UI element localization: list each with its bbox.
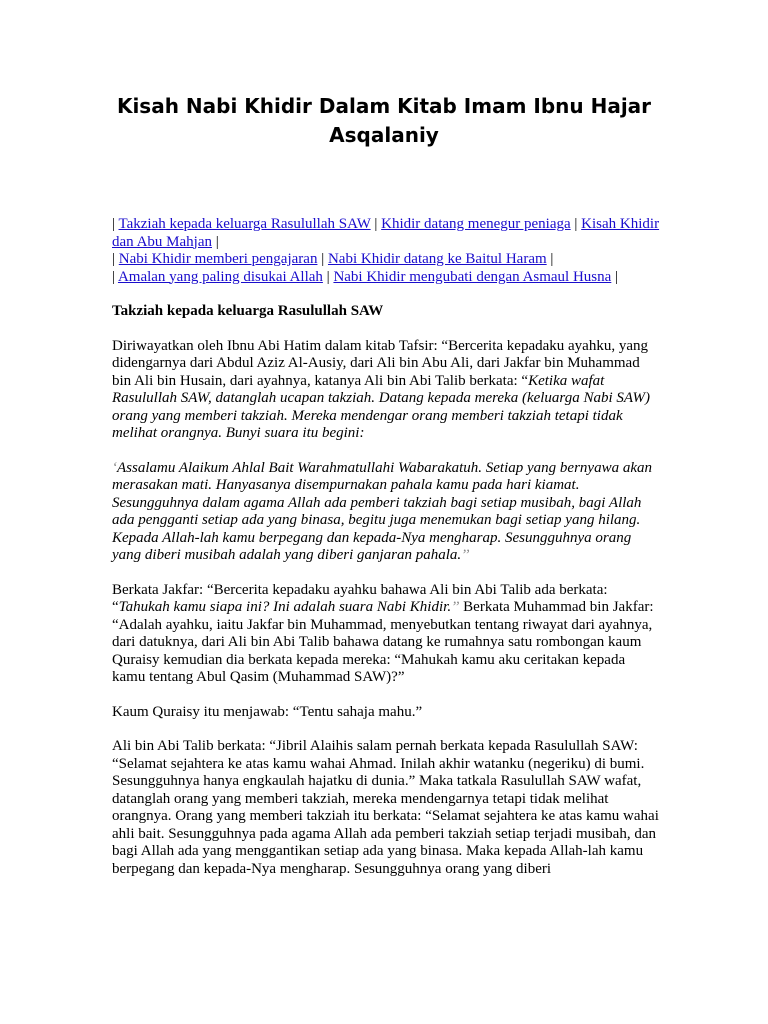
paragraph-2 — [112, 460, 660, 565]
toc-link-baitul-haram[interactable]: Nabi Khidir datang ke Baitul Haram — [327, 251, 547, 267]
toc-line-2 — [112, 251, 660, 269]
toc-link-amalan[interactable]: Amalan yang paling disukai Allah — [117, 268, 323, 285]
toc-separator: | — [326, 268, 330, 285]
title-line-2: Asqalaniy — [329, 123, 439, 147]
toc-link-pengajaran[interactable]: Nabi Khidir memberi pengajaran — [118, 251, 318, 267]
toc-link-abu-mahjan[interactable]: Kisah Khidir dan Abu Mahjan — [112, 216, 660, 250]
paragraph-3-text-b: Berkata Muhammad bin Jakfar: “Adalah ayahku, iaitu Jakfar bin Muhammad, menyebutkan tentang riwayat dari ayahnya, dari datuknya, dari Ali bin Abi Talib bahawa datang ke rumahnya satu rombongan kaum Quraisy kemudian dia berkata kepada mereka: “Mahukah kamu aku ceritakan kepada kamu tentang Abul Qasim (Muhammad SAW)?” — [112, 599, 654, 685]
title-line-1: Kisah Nabi Khidir Dalam Kitab Imam Ibnu Hajar — [116, 94, 652, 118]
toc-separator: | — [112, 268, 116, 285]
paragraph-1 — [112, 338, 660, 443]
toc-line-3 — [112, 269, 660, 287]
toc-separator: | — [112, 251, 116, 267]
toc-link-asmaul-husna[interactable]: Nabi Khidir mengubati dengan Asmaul Husna — [333, 268, 612, 285]
toc-separator: | — [374, 216, 378, 232]
paragraph-4: Kaum Quraisy itu menjawab: “Tentu sahaja mahu.” — [112, 703, 423, 720]
document-title — [110, 92, 658, 150]
section-heading: Takziah kepada keluarga Rasulullah SAW — [112, 303, 384, 319]
toc-separator: | — [550, 251, 554, 267]
toc-separator: | — [112, 216, 116, 232]
toc-link-takziah[interactable]: Takziah kepada keluarga Rasulullah SAW — [118, 216, 371, 232]
paragraph-3 — [112, 582, 660, 687]
quote-open-mark: ‘ — [112, 459, 117, 476]
paragraph-2-quote: Assalamu Alaikum Ahlal Bait Warahmatullahi Wabarakatuh. Setiap yang bernyawa akan merasakan mati. Hanyasanya disempurnakan pahala kamu pada hari kiamat. Sesungguhnya dalam agama Allah ada pemberi takziah bagi setiap musibah, bagi Allah ada pengganti setiap ada yang binasa, begitu juga menemukan bagi setiap yang hilang. Kepada Allah-lah kamu berpegang dan kepada-Nya mengharap. Sesungguhnya orang yang diberi musibah adalah yang diberi ganjaran pahala. — [112, 459, 652, 563]
quote-close-mark: ’’ — [451, 599, 460, 615]
paragraph-1-text: Diriwayatkan oleh Ibnu Abi Hatim dalam kitab Tafsir: “Bercerita kepadaku ayahku, yang didengarnya dari Abdul Aziz Al-Ausiy, dari Ali bin Abu Ali, dari Jakfar bin Muhammad bin Ali bin Husain, dari ayahnya, katanya Ali bin Abi Talib berkata: “ — [112, 337, 648, 389]
toc-link-menegur-peniaga[interactable]: Khidir datang menegur peniaga — [381, 216, 571, 232]
paragraph-1-quote: Ketika wafat Rasulullah SAW, datanglah ucapan takziah. Datang kepada mereka (keluarga Nabi SAW) orang yang memberi takziah. Mereka mendengar orang memberi takziah tetapi tidak melihat orangnya. Bunyi suara itu begini: — [112, 372, 650, 441]
paragraph-3-quote: Tahukah kamu siapa ini? Ini adalah suara Nabi Khidir. — [118, 599, 452, 615]
toc-separator: | — [215, 233, 219, 250]
toc-separator: | — [615, 268, 619, 285]
quote-close-mark: ’’ — [461, 547, 470, 563]
paragraph-5: Ali bin Abi Talib berkata: “Jibril Alaihis salam pernah berkata kepada Rasulullah SAW: “Selamat sejahtera ke atas kamu wahai Ahmad. Inilah akhir watanku (negeriku) di bumi. Sesungguhnya hanya engkaulah hajatku di dunia.” Maka tatkala Rasulullah SAW wafat, datanglah orang yang memberi takziah, mereka mendengarnya tetapi tidak melihat orangnya. Orang yang memberi takziah itu berkata: “Selamat sejahtera ke atas kamu wahai ahli bait. Sesungguhnya pada agama Allah ada pemberi takziah setiap terjadi musibah, dan bagi Allah ada yang menggantikan setiap ada yang binasa. Maka kepada Allah-lah kamu berpegang dan kepada-Nya mengharap. Sesungguhnya orang yang diberi — [112, 738, 659, 877]
toc-line-1 — [112, 216, 660, 251]
document-body — [112, 216, 660, 895]
toc-separator: | — [321, 251, 325, 267]
paragraph-3-text-a: Berkata Jakfar: “Bercerita kepadaku ayahku bahawa Ali bin Abi Talib ada berkata: “ — [112, 581, 608, 615]
toc-separator: | — [574, 216, 578, 232]
